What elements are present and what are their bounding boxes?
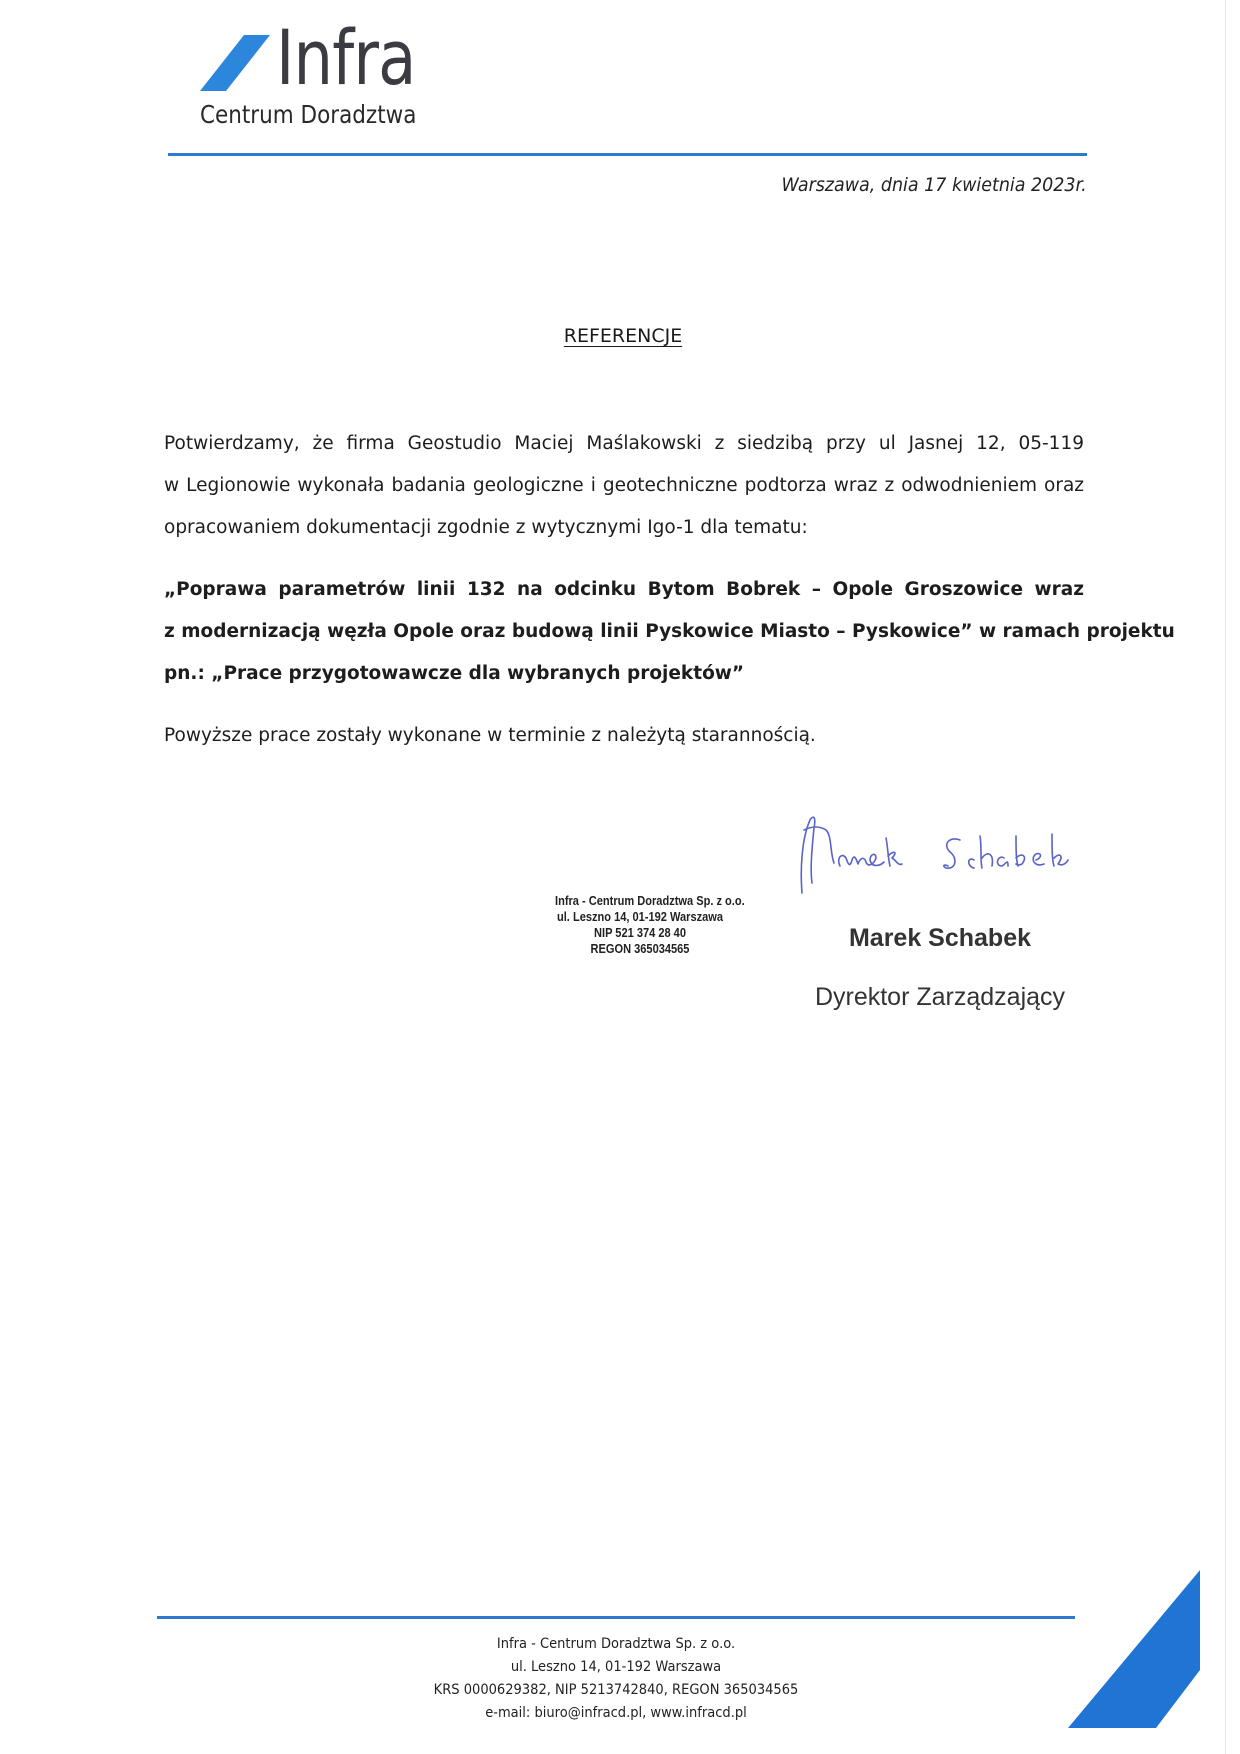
signatory-name: Marek Schabek <box>848 924 1032 952</box>
corner-accent-shape <box>1060 1570 1210 1730</box>
logo-subtitle: Centrum Doradztwa <box>200 100 417 129</box>
closing-statement: Powyższe prace zostały wykonane w terminie z należytą starannością. <box>164 725 816 746</box>
intro-line: Potwierdzamy, że firma Geostudio Maciej Maślakowski z siedzibą przy ul Jasnej 12, 05-119 <box>164 433 1084 454</box>
project-line: „Poprawa parametrów linii 132 na odcinku Bytom Bobrek – Opole Groszowice wraz <box>164 579 1084 600</box>
footer-line: ul. Leszno 14, 01-192 Warszawa <box>510 1659 722 1675</box>
stamp-line: NIP 521 374 28 40 <box>594 925 686 940</box>
document-title <box>0 325 1240 347</box>
logo-wordmark: Infra <box>276 13 416 102</box>
footer-company-info <box>316 1633 916 1725</box>
stamp-line: REGON 365034565 <box>590 941 690 956</box>
footer-line: Infra - Centrum Doradztwa Sp. z o.o. <box>496 1636 736 1652</box>
intro-line: opracowaniem dokumentacji zgodnie z wytycznymi Igo-1 dla tematu: <box>164 517 808 538</box>
signatory-position: Dyrektor Zarządzający <box>814 983 1066 1011</box>
intro-line: w Legionowie wykonała badania geologiczne i geotechniczne podtorza wraz z odwodnieniem oraz <box>164 475 1084 496</box>
stamp-line: Infra - Centrum Doradztwa Sp. z o.o. <box>555 893 745 908</box>
project-line: z modernizacją węzła Opole oraz budową linii Pyskowice Miasto – Pyskowice” w ramach projektu <box>164 621 1175 642</box>
place-date: Warszawa, dnia 17 kwietnia 2023r. <box>781 174 1087 196</box>
footer-line: KRS 0000629382, NIP 5213742840, REGON 365034565 <box>433 1682 799 1698</box>
handwritten-signature <box>790 808 1090 898</box>
footer-divider <box>157 1616 1075 1619</box>
stamp-line: ul. Leszno 14, 01-192 Warszawa <box>556 909 724 924</box>
footer-line: e-mail: biuro@infracd.pl, www.infracd.pl <box>485 1705 747 1721</box>
logo-slash-icon <box>200 35 270 91</box>
scan-edge-line <box>1225 0 1226 1754</box>
project-line: pn.: „Prace przygotowawcze dla wybranych projektów” <box>164 663 745 684</box>
document-title-text: REFERENCJE <box>563 325 683 347</box>
company-stamp <box>540 893 745 957</box>
header-divider <box>168 153 1087 156</box>
